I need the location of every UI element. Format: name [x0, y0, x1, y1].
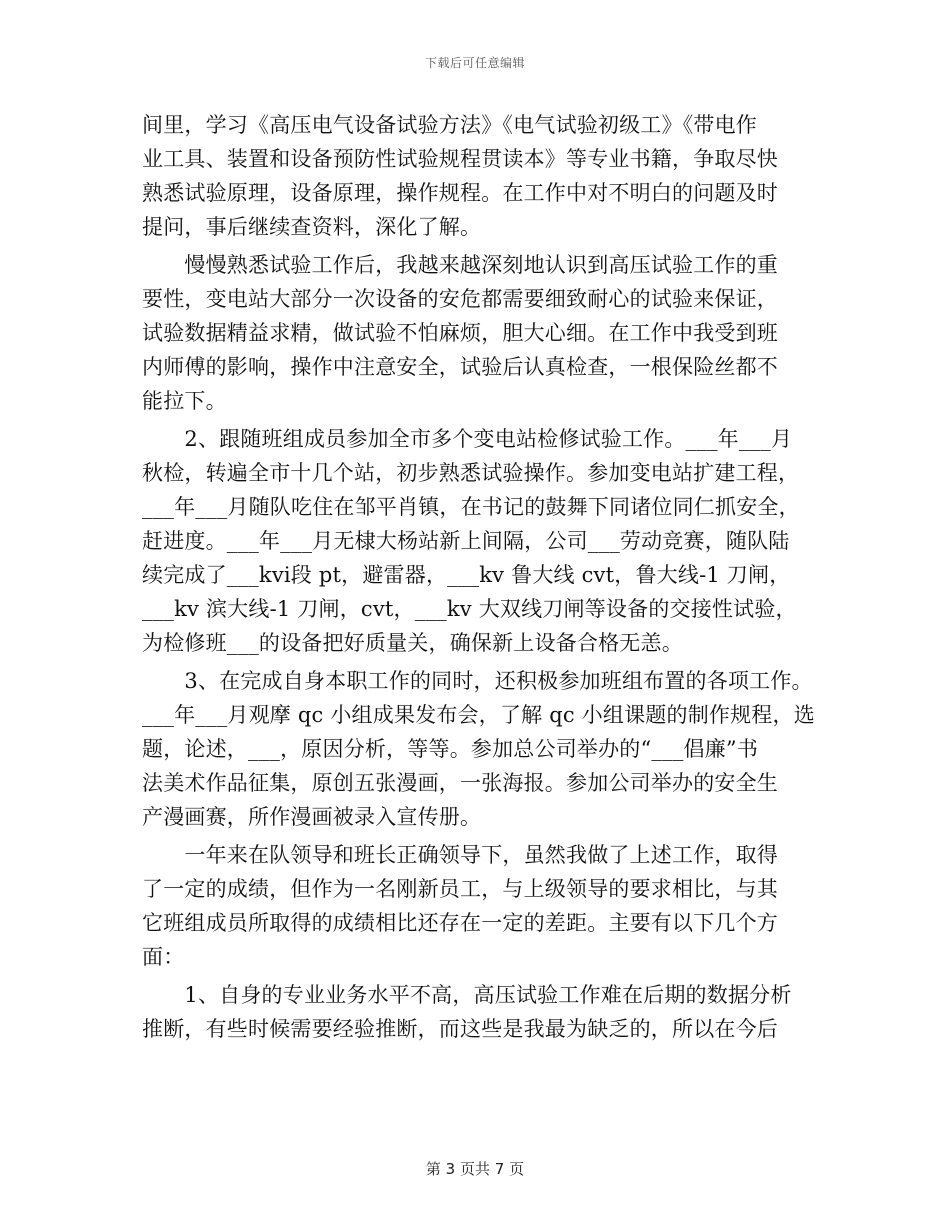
paragraph-line: ___年___月随队吃住在邹平肖镇，在书记的鼓舞下同诸位同仁抓安全，	[142, 495, 800, 519]
paragraph-line: 续完成了___kvⅰ段 pt，避雷器，___kv 鲁大线 cvt，鲁大线-1 刀闸，	[142, 563, 791, 587]
document-body	[142, 108, 815, 1046]
paragraph-line: 要性，变电站大部分一次设备的安危都需要细致耐心的试验来保证，	[142, 287, 778, 311]
paragraph-line: 赶进度。___年___月无棣大杨站新上间隔，公司___劳动竞赛，随队陆	[142, 529, 790, 553]
paragraph-line: 间里，学习《高压电气设备试验方法》《电气试验初级工》《带电作	[142, 113, 757, 137]
paragraph-line: ___年___月观摩 qc 小组成果发布会，了解 qc 小组课题的制作规程，选	[142, 703, 815, 727]
page-number: 第 3 页共 7 页	[425, 1160, 525, 1178]
paragraph-line: 试验数据精益求精，做试验不怕麻烦，胆大心细。在工作中我受到班	[142, 321, 778, 345]
paragraph-line: ___kv 滨大线-1 刀闸，cvt，___kv 大双线刀闸等设备的交接性试验，	[142, 597, 797, 621]
paragraph-line: 推断，有些时候需要经验推断，而这些是我最为缺乏的，所以在今后	[142, 1017, 778, 1041]
paragraph-5	[142, 838, 806, 974]
paragraph-line: 产漫画赛，所作漫画被录入宣传册。	[142, 805, 482, 829]
paragraph-line: 慢慢熟悉试验工作后，我越来越深刻地认识到高压试验工作的重	[142, 253, 778, 277]
paragraph-line: 了一定的成绩，但作为一名刚新员工，与上级领导的要求相比，与其	[142, 877, 778, 901]
paragraph-line: 内师傅的影响，操作中注意安全，试验后认真检查，一根保险丝都不	[142, 355, 778, 379]
paragraph-line: 提问，事后继续查资料，深化了解。	[142, 215, 482, 239]
paragraph-line: 一年来在队领导和班长正确领导下，虽然我做了上述工作，取得	[142, 843, 778, 867]
paragraph-line: 秋检，转遍全市十几个站，初步熟悉试验操作。参加变电站扩建工程，	[142, 461, 800, 485]
paragraph-line: 1、自身的专业业务水平不高，高压试验工作难在后期的数据分析	[142, 983, 792, 1007]
paragraph-line: 3、在完成自身本职工作的同时，还积极参加班组布置的各项工作。	[142, 669, 813, 693]
paragraph-6	[142, 978, 806, 1046]
header-note: 下载后可任意编辑	[424, 56, 525, 70]
paragraph-line: 面：	[142, 945, 185, 969]
paragraph-line: 2、跟随班组成员参加全市多个变电站检修试验工作。___年___月	[142, 427, 793, 451]
paragraph-3	[142, 422, 806, 660]
paragraph-line: 能拉下。	[142, 389, 227, 413]
paragraph-line: 题，论述，___，原因分析，等等。参加总公司举办的“___倡廉”书	[142, 737, 759, 761]
paragraph-2	[142, 248, 806, 418]
paragraph-line: 法美术作品征集，原创五张漫画，一张海报。参加公司举办的安全生	[142, 771, 778, 795]
paragraph-line: 它班组成员所取得的成绩相比还存在一定的差距。主要有以下几个方	[142, 911, 778, 935]
paragraph-line: 熟悉试验原理，设备原理，操作规程。在工作中对不明白的问题及时	[142, 181, 778, 205]
paragraph-line: 为检修班___的设备把好质量关，确保新上设备合格无恙。	[142, 631, 683, 655]
paragraph-4	[142, 664, 815, 834]
paragraph-line: 业工具、装置和设备预防性试验规程贯读本》等专业书籍，争取尽快	[142, 147, 778, 171]
paragraph-1	[142, 108, 806, 244]
